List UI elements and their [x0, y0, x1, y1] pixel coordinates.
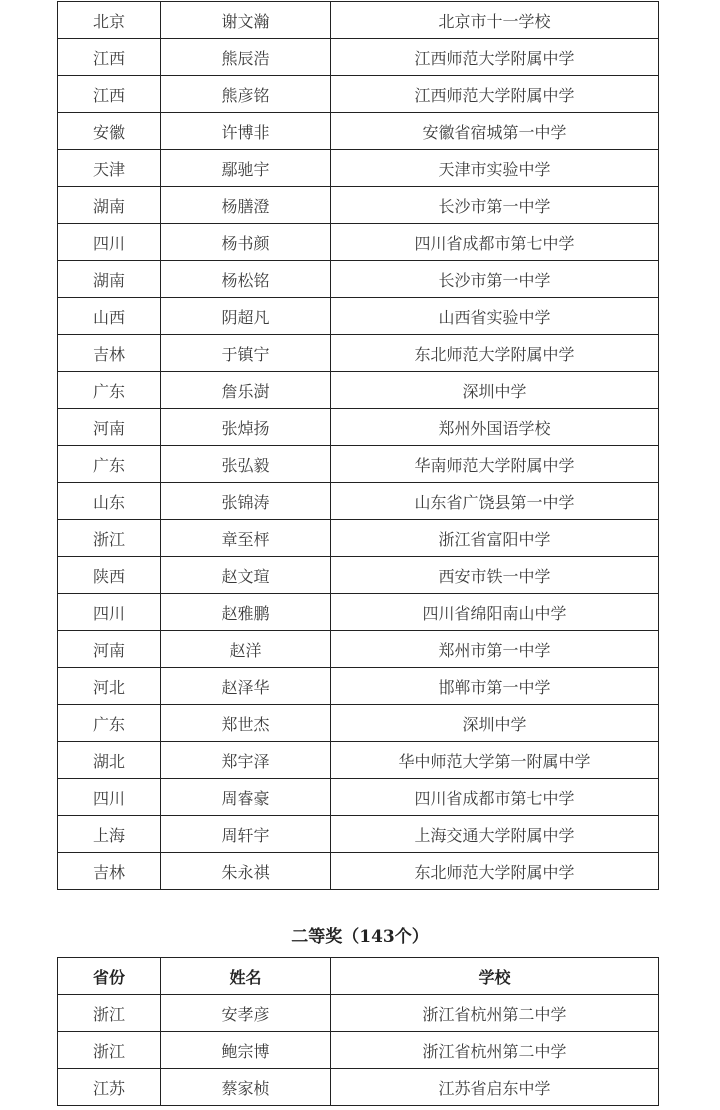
table-row	[58, 150, 659, 187]
name-cell: 鲍宗博	[161, 1032, 331, 1069]
school-cell: 浙江省杭州第二中学	[331, 995, 659, 1032]
province-cell: 江西	[58, 76, 161, 113]
province-cell: 山东	[58, 483, 161, 520]
province-cell: 四川	[58, 594, 161, 631]
province-cell: 湖南	[58, 187, 161, 224]
school-cell: 东北师范大学附属中学	[331, 853, 659, 890]
province-cell: 陕西	[58, 557, 161, 594]
table-row	[58, 187, 659, 224]
table-row	[58, 816, 659, 853]
province-cell: 上海	[58, 816, 161, 853]
table-row	[58, 520, 659, 557]
table-row	[58, 668, 659, 705]
name-cell: 熊彦铭	[161, 76, 331, 113]
province-cell: 浙江	[58, 1032, 161, 1069]
school-cell: 上海交通大学附属中学	[331, 816, 659, 853]
name-cell: 杨书颜	[161, 224, 331, 261]
table-row	[58, 853, 659, 890]
school-cell: 长沙市第一中学	[331, 187, 659, 224]
province-cell: 湖北	[58, 742, 161, 779]
province-cell: 河南	[58, 409, 161, 446]
table-row	[58, 705, 659, 742]
second-prize-table	[57, 957, 659, 1106]
name-cell: 杨松铭	[161, 261, 331, 298]
school-cell: 安徽省宿城第一中学	[331, 113, 659, 150]
province-cell: 河北	[58, 668, 161, 705]
header-school: 学校	[331, 958, 659, 995]
table-row	[58, 779, 659, 816]
table-row	[58, 742, 659, 779]
school-cell: 深圳中学	[331, 372, 659, 409]
province-cell: 江西	[58, 39, 161, 76]
school-cell: 四川省成都市第七中学	[331, 224, 659, 261]
school-cell: 江苏省启东中学	[331, 1069, 659, 1106]
table-row	[58, 335, 659, 372]
school-cell: 邯郸市第一中学	[331, 668, 659, 705]
school-cell: 天津市实验中学	[331, 150, 659, 187]
school-cell: 江西师范大学附属中学	[331, 39, 659, 76]
first-prize-table	[57, 1, 659, 890]
header-name: 姓名	[161, 958, 331, 995]
name-cell: 杨膳澄	[161, 187, 331, 224]
name-cell: 鄢驰宇	[161, 150, 331, 187]
table-row	[58, 995, 659, 1032]
table-row	[58, 483, 659, 520]
province-cell: 天津	[58, 150, 161, 187]
name-cell: 郑宇泽	[161, 742, 331, 779]
school-cell: 山东省广饶县第一中学	[331, 483, 659, 520]
school-cell: 浙江省富阳中学	[331, 520, 659, 557]
province-cell: 河南	[58, 631, 161, 668]
province-cell: 广东	[58, 446, 161, 483]
school-cell: 华中师范大学第一附属中学	[331, 742, 659, 779]
name-cell: 于镇宁	[161, 335, 331, 372]
school-cell: 东北师范大学附属中学	[331, 335, 659, 372]
table-row	[58, 557, 659, 594]
table-row	[58, 76, 659, 113]
province-cell: 安徽	[58, 113, 161, 150]
school-cell: 山西省实验中学	[331, 298, 659, 335]
province-cell: 广东	[58, 705, 161, 742]
table-row	[58, 224, 659, 261]
name-cell: 谢文瀚	[161, 2, 331, 39]
school-cell: 华南师范大学附属中学	[331, 446, 659, 483]
table-row	[58, 1032, 659, 1069]
name-cell: 赵泽华	[161, 668, 331, 705]
table-row	[58, 39, 659, 76]
province-cell: 浙江	[58, 520, 161, 557]
table-row	[58, 261, 659, 298]
school-cell: 四川省绵阳南山中学	[331, 594, 659, 631]
school-cell: 郑州市第一中学	[331, 631, 659, 668]
name-cell: 张弘毅	[161, 446, 331, 483]
province-cell: 四川	[58, 224, 161, 261]
name-cell: 郑世杰	[161, 705, 331, 742]
table-row	[58, 372, 659, 409]
table-row	[58, 409, 659, 446]
table-row	[58, 631, 659, 668]
school-cell: 郑州外国语学校	[331, 409, 659, 446]
province-cell: 江苏	[58, 1069, 161, 1106]
province-cell: 吉林	[58, 853, 161, 890]
table-row	[58, 446, 659, 483]
school-cell: 西安市铁一中学	[331, 557, 659, 594]
province-cell: 湖南	[58, 261, 161, 298]
second-prize-title: 二等奖（143个）	[291, 927, 429, 947]
school-cell: 浙江省杭州第二中学	[331, 1032, 659, 1069]
name-cell: 朱永祺	[161, 853, 331, 890]
table-header-row	[58, 958, 659, 995]
province-cell: 北京	[58, 2, 161, 39]
name-cell: 熊辰浩	[161, 39, 331, 76]
school-cell: 北京市十一学校	[331, 2, 659, 39]
province-cell: 山西	[58, 298, 161, 335]
name-cell: 赵文瑄	[161, 557, 331, 594]
province-cell: 四川	[58, 779, 161, 816]
school-cell: 深圳中学	[331, 705, 659, 742]
table-row	[58, 298, 659, 335]
name-cell: 阴超凡	[161, 298, 331, 335]
name-cell: 安孝彦	[161, 995, 331, 1032]
name-cell: 许博非	[161, 113, 331, 150]
table-row	[58, 2, 659, 39]
name-cell: 蔡家桢	[161, 1069, 331, 1106]
province-cell: 吉林	[58, 335, 161, 372]
name-cell: 章至枰	[161, 520, 331, 557]
table-row	[58, 113, 659, 150]
table-row	[58, 1069, 659, 1106]
school-cell: 江西师范大学附属中学	[331, 76, 659, 113]
name-cell: 张焯扬	[161, 409, 331, 446]
table-row	[58, 594, 659, 631]
name-cell: 赵雅鹏	[161, 594, 331, 631]
province-cell: 广东	[58, 372, 161, 409]
name-cell: 赵洋	[161, 631, 331, 668]
name-cell: 周轩宇	[161, 816, 331, 853]
school-cell: 长沙市第一中学	[331, 261, 659, 298]
name-cell: 周睿豪	[161, 779, 331, 816]
header-province: 省份	[58, 958, 161, 995]
name-cell: 詹乐澍	[161, 372, 331, 409]
province-cell: 浙江	[58, 995, 161, 1032]
school-cell: 四川省成都市第七中学	[331, 779, 659, 816]
name-cell: 张锦涛	[161, 483, 331, 520]
